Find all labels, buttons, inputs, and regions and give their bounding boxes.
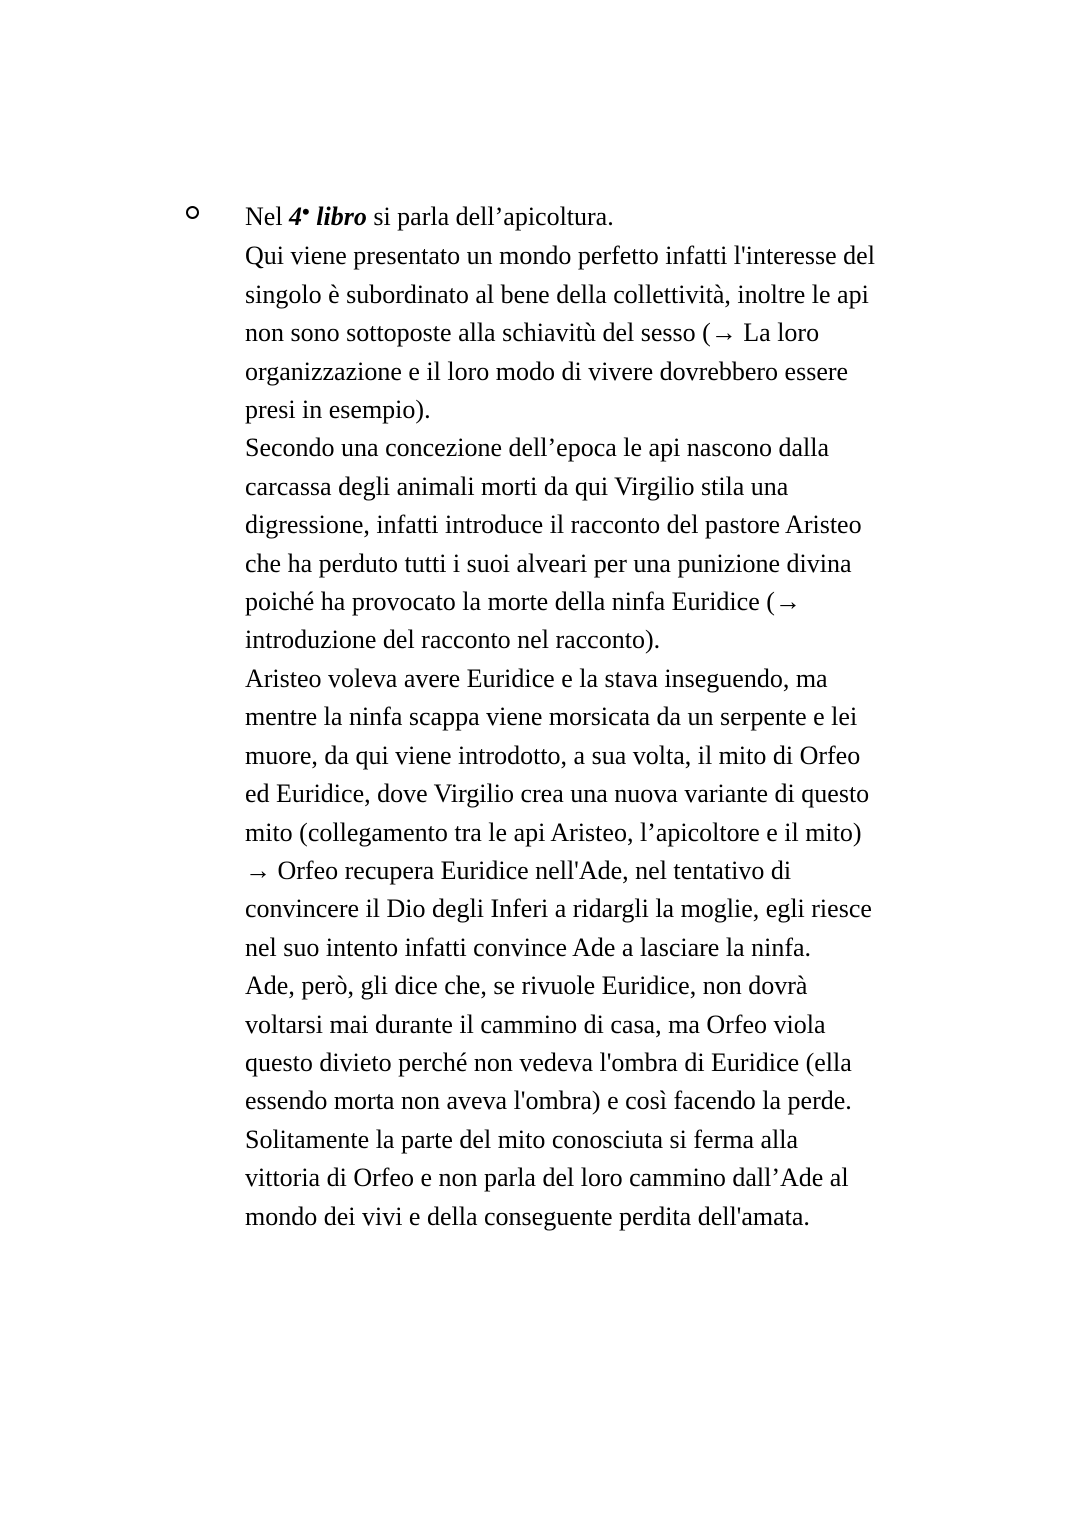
intro-line [245, 198, 985, 237]
text-line: singolo è subordinato al bene della collettività, inoltre le api [245, 279, 869, 309]
text-line: questo divieto perché non vedeva l'ombra di Euridice (ella [245, 1047, 852, 1077]
text-line: Solitamente la parte del mito conosciuta si ferma alla [245, 1124, 799, 1154]
intro-num: 4 [289, 202, 303, 231]
intro-libro: libro [316, 202, 367, 231]
text-line: vittoria di Orfeo e non parla del loro cammino dall’Ade al [245, 1163, 849, 1193]
text-line: → Orfeo recupera Euridice nell'Ade, nel tentativo di [245, 855, 792, 885]
text-line: presi in esempio). [245, 395, 431, 425]
text-line: ed Euridice, dove Virgilio crea una nuova variante di questo [245, 779, 870, 809]
text-line: organizzazione e il loro modo di vivere dovrebbero essere [245, 356, 849, 386]
intro-before: Nel [245, 202, 290, 231]
text-line: mentre la ninfa scappa viene morsicata da un serpente e lei [245, 702, 858, 732]
bullet-text [245, 198, 985, 1236]
text-line: Aristeo voleva avere Euridice e la stava inseguendo, ma [245, 663, 828, 693]
text-line: digressione, infatti introduce il racconto del pastore Aristeo [245, 510, 862, 540]
text-line: che ha perduto tutti i suoi alveari per una punizione divina [245, 548, 852, 578]
text-line: mito (collegamento tra le api Aristeo, l’apicoltore e il mito) [245, 817, 862, 847]
hollow-circle-bullet-icon [186, 206, 199, 219]
text-line: carcassa degli animali morti da qui Virgilio stila una [245, 471, 789, 501]
text-line: non sono sottoposte alla schiavitù del sesso (→ La loro [245, 318, 820, 348]
text-line: poiché ha provocato la morte della ninfa Euridice (→ [245, 587, 801, 617]
text-line: essendo morta non aveva l'ombra) e così facendo la perde. [245, 1086, 852, 1116]
text-line: Qui viene presentato un mondo perfetto infatti l'interesse del [245, 241, 875, 271]
intro-after: si parla dell’apicoltura. [366, 202, 614, 231]
text-line: Secondo una concezione dell’epoca le api nascono dalla [245, 433, 830, 463]
text-line: Ade, però, gli dice che, se rivuole Euridice, non dovrà [245, 971, 808, 1001]
text-line: voltarsi mai durante il cammino di casa, ma Orfeo viola [245, 1009, 826, 1039]
text-line: mondo dei vivi e della conseguente perdita dell'amata. [245, 1201, 810, 1231]
text-line: convincere il Dio degli Inferi a ridargli la moglie, egli riesce [245, 894, 872, 924]
text-line: nel suo intento infatti convince Ade a lasciare la ninfa. [245, 932, 812, 962]
text-line: introduzione del racconto nel racconto). [245, 625, 661, 655]
intro-degree: • [302, 199, 310, 224]
text-line: muore, da qui viene introdotto, a sua volta, il mito di Orfeo [245, 740, 861, 770]
